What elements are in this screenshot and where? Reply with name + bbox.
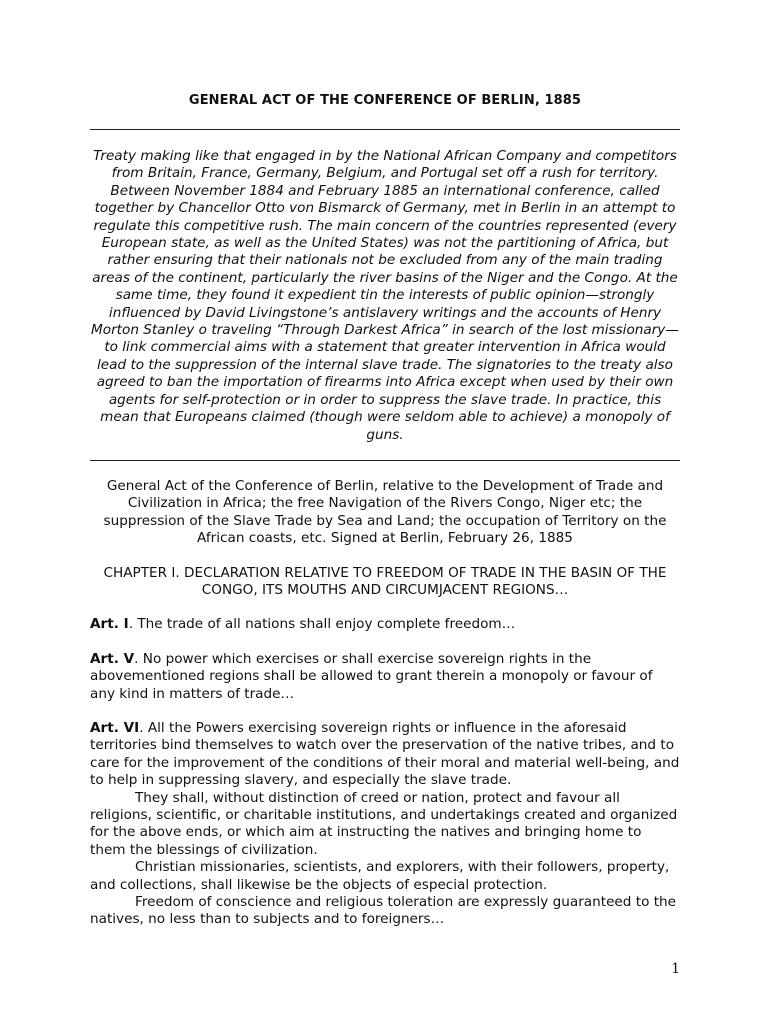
page-number: 1 — [671, 961, 680, 977]
article-6-paragraph-1: They shall, without distinction of creed or nation, protect and favour all religions, scientific, or charitable institutions, and undertakings created and organized for the above ends, or which aim at instructing the natives and bringing home to them the blessings of civilization. — [90, 789, 678, 858]
bottom-divider — [90, 460, 680, 461]
article-6 — [90, 720, 680, 929]
article-1 — [90, 616, 680, 633]
article-5-text: . No power which exercises or shall exercise sovereign rights in the abovementioned regions shall be allowed to grant therein a monopoly or favour of any kind in matters of trade… — [90, 651, 653, 702]
article-6-label: Art. VI — [90, 720, 140, 736]
article-6-paragraph-2: Christian missionaries, scientists, and explorers, with their followers, property, and collections, shall likewise be the objects of especial protection. — [90, 859, 670, 893]
article-1-label: Art. I — [90, 616, 129, 632]
top-divider — [90, 129, 680, 130]
article-6-paragraph-3: Freedom of conscience and religious toleration are expressly guaranteed to the natives, no less than to subjects and to foreigners… — [90, 894, 677, 928]
act-heading: General Act of the Conference of Berlin, relative to the Development of Trade and Civilization in Africa; the free Navigation of the Rivers Congo, Niger etc; the suppression of the Slave Trade by Sea and Land; the occupation of Territory on the African coasts, etc. Signed at Berlin, February 26, 1885 — [103, 478, 667, 547]
intro-paragraph: Treaty making like that engaged in by the National African Company and competitors from Britain, France, Germany, Belgium, and Portugal set off a rush for territory. Between November 1884 and February 1885 an international conference, called together by Chancellor Otto von Bismarck of Germany, met in Berlin in an attempt to regulate this competitive rush. The main concern of the countries represented (every European state, as well as the United States) was not the partitioning of Africa, but rather ensuring that their nationals not be excluded from any of the main trading areas of the continent, particularly the river basins of the Niger and the Congo. At the same time, they found it expedient tin the interests of public opinion—strongly influenced by David Livingstone’s antislavery writings and the accounts of Henry Morton Stanley o traveling “Through Darkest Africa” in search of the lost missionary—to link commercial aims with a statement that greater intervention in Africa would lead to the suppression of the internal slave trade. The signatories to the treaty also agreed to ban the importation of firearms into Africa except when used by their own agents for self-protection or in order to suppress the slave trade. In practice, this mean that Europeans claimed (though were seldom able to achieve) a monopoly of guns. — [91, 148, 679, 443]
article-1-text: . The trade of all nations shall enjoy complete freedom… — [128, 616, 516, 632]
document-title: GENERAL ACT OF THE CONFERENCE OF BERLIN, 1885 — [188, 93, 582, 108]
chapter-heading: CHAPTER I. DECLARATION RELATIVE TO FREEDOM OF TRADE IN THE BASIN OF THE CONGO, ITS MOUTHS AND CIRCUMJACENT REGIONS… — [103, 565, 667, 599]
article-5-label: Art. V — [90, 651, 135, 667]
article-6-text: . All the Powers exercising sovereign rights or influence in the aforesaid territories bind themselves to watch over the preservation of the native tribes, and to care for the improvement of the conditions of their moral and material well-being, and to help in suppressing slavery, and especially the slave trade. — [90, 720, 680, 789]
article-5 — [90, 651, 680, 703]
